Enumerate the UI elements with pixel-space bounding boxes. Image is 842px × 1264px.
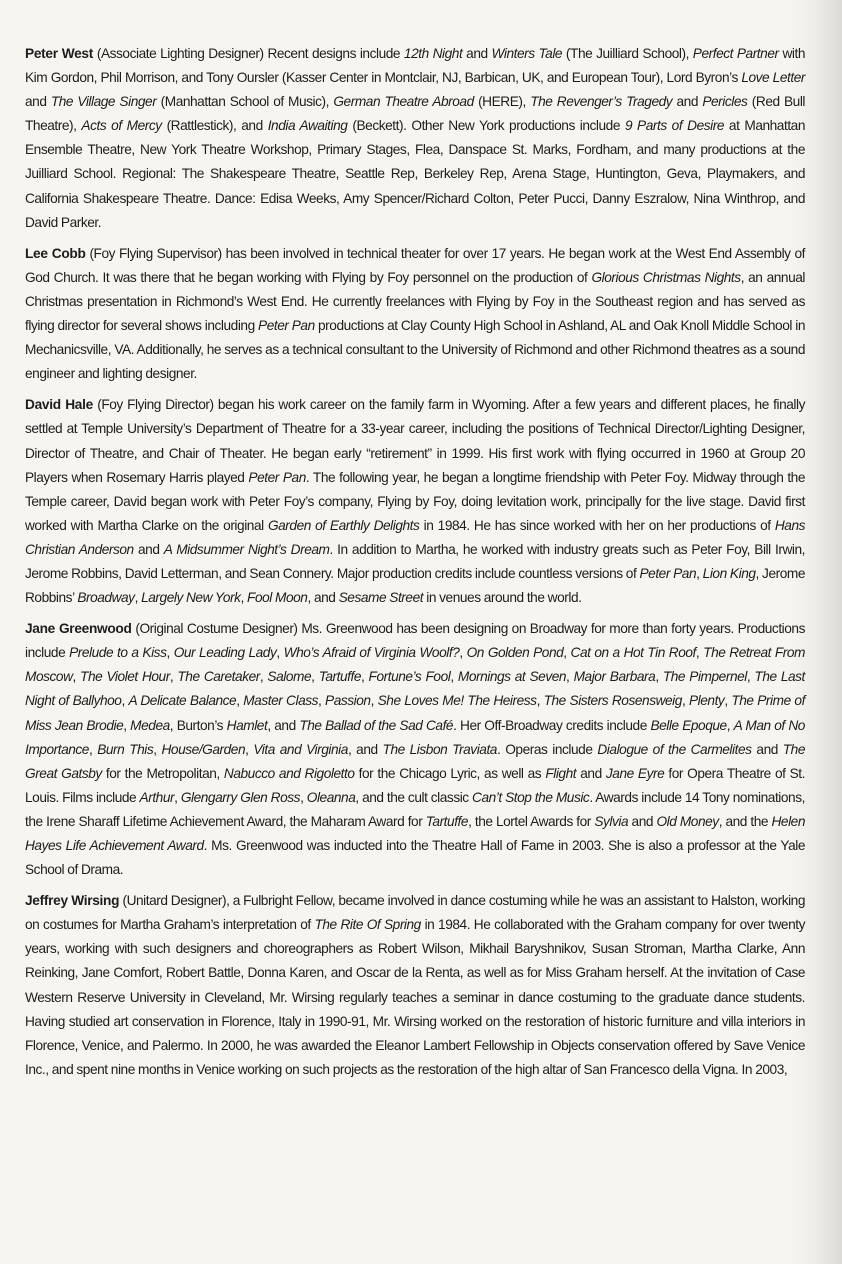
- work-title: A Man of No Importance: [25, 717, 805, 757]
- bio-text: ,: [300, 789, 307, 805]
- bio-text: ,: [245, 741, 254, 757]
- bio-text: ,: [123, 717, 131, 733]
- bio-text: , Burton’s: [169, 717, 227, 733]
- work-title: Medea: [130, 717, 170, 733]
- work-title: Dialogue of the Carmelites: [597, 741, 752, 757]
- work-title: Old Money: [656, 813, 719, 829]
- work-title: Vita and Virginia: [253, 741, 348, 757]
- work-title: Helen Hayes Life Achievement Award: [25, 813, 805, 853]
- bio-text: , and the: [718, 813, 772, 829]
- work-title: Major Barbara: [573, 669, 656, 685]
- work-title: Lion King: [702, 565, 756, 581]
- work-title: A Delicate Balance: [128, 693, 237, 709]
- bio-text: and: [628, 813, 657, 829]
- bio-text: ,: [121, 693, 129, 709]
- bio-name: David Hale: [25, 397, 93, 413]
- work-title: House/Garden: [161, 741, 246, 757]
- bio-paragraph: [25, 617, 805, 882]
- work-title: Our Leading Lady: [173, 645, 277, 661]
- bio-paragraph: [25, 393, 805, 610]
- bio-text: ,: [134, 590, 142, 606]
- work-title: Glorious Christmas Nights: [591, 269, 741, 285]
- bio-text: (Beckett). Other New York productions include: [347, 118, 625, 134]
- work-title: 9 Parts of Desire: [624, 118, 724, 134]
- bio-text: in 1984. He collaborated with the Graham company for over twenty years, working with such designers and choreographers as Robert Wilson, Mikhail Baryshnikov, Susan Stroman, Martha Clarke, Ann Reinking, Jane Comfort, Robert Battle, Donna Karen, and Oscar de la Renta, as well as for Miss Graham herself. At the invitation of Case Western Reserve University in Cleveland, Mr. Wirsing regularly teaches a seminar in dance costuming to the graduate dance students. Having studied art conservation in Florence, Italy in 1990-91, Mr. Wirsing worked on the restoration of historic furniture and villa interiors in Florence, Venice, and Palermo. In 2000, he was awarded the Eleanor Lambert Fellowship in Objects conservation offered by Save Venice Inc., and spent nine months in Venice working on such projects as the restoration of the high altar of San Francesco della Vigna. In 2003,: [25, 917, 806, 1077]
- work-title: The Lisbon Traviata: [382, 741, 497, 757]
- bio-text: productions at Clay County High School in Ashland, AL and Oak Knoll Middle School in Mechanicsville, VA. Additionally, he serves as a technical consultant to the University of Richmond and other Richmond theatres as a sound engineer and lighting designer.: [25, 318, 805, 382]
- bio-paragraph: [25, 242, 805, 387]
- bios-column: [25, 42, 805, 1089]
- bio-text: ,: [153, 741, 162, 757]
- bio-text: at Manhattan Ensemble Theatre, New York Theatre Workshop, Primary Stages, Flea, Danspace St. Marks, Fordham, and many productions at the Juilliard School. Regional: The Shakespeare Theatre, Seattle Rep, Berkeley Rep, Arena Stage, Huntington, Geva, Playmakers, and California Shakespeare Theatre. Dance: Edisa Weeks, Amy Spencer/Richard Colton, Peter Pucci, Danny Eszralow, Nina Winthrop, and David Parker.: [25, 118, 806, 230]
- bio-text: . Her Off-Broadway credits include: [453, 717, 651, 733]
- work-title: Salome: [267, 669, 312, 685]
- bio-text: ,: [361, 669, 369, 685]
- bio-text: ,: [174, 789, 181, 805]
- bio-text: ,: [724, 693, 732, 709]
- work-title: Fool Moon: [247, 590, 308, 606]
- work-title: Who’s Afraid of Virginia Woolf?: [283, 645, 460, 661]
- work-title: Peter Pan: [258, 318, 315, 334]
- bio-name: Jane Greenwood: [25, 621, 132, 637]
- bio-text: (Manhattan School of Music),: [156, 94, 334, 110]
- bio-text: ,: [276, 645, 284, 661]
- work-title: The Sisters Rosensweig: [543, 693, 682, 709]
- work-title: Sesame Street: [338, 590, 424, 606]
- bio-text: (Red Bull Theatre),: [25, 94, 806, 134]
- bio-paragraph: [25, 889, 805, 1082]
- bio-text: (Original Costume Designer) Ms. Greenwood has been designing on Broadway for more than forty years. Productions include: [25, 621, 805, 661]
- bio-text: (The Juilliard School),: [562, 46, 693, 61]
- work-title: She Loves Me!: [377, 693, 464, 709]
- work-title: The Rite Of Spring: [314, 917, 421, 933]
- work-title: The Pimpernel: [662, 669, 747, 685]
- work-title: Largely New York: [141, 590, 241, 606]
- bio-text: (Foy Flying Supervisor) has been involved in technical theater for over 17 years. He began work at the West End Assembly of God Church. It was there that he began working with Flying by Foy personnel on the production of: [25, 245, 805, 285]
- work-title: Can’t Stop the Music: [472, 789, 590, 805]
- work-title: Hans Christian Anderson: [25, 517, 805, 557]
- work-title: 12th Night: [403, 46, 463, 61]
- work-title: Hamlet: [226, 717, 268, 733]
- work-title: The Village Singer: [50, 94, 157, 110]
- work-title: The Retreat From Moscow: [25, 645, 805, 685]
- bio-text: , and: [307, 590, 339, 606]
- work-title: The Heiress: [467, 693, 537, 709]
- work-title: Acts of Mercy: [81, 118, 162, 134]
- work-title: Burn This: [97, 741, 154, 757]
- bio-name: Jeffrey Wirsing: [25, 893, 120, 909]
- bio-text: ,: [695, 645, 704, 661]
- work-title: The Caretaker: [177, 669, 260, 685]
- work-title: Master Class: [243, 693, 319, 709]
- work-title: The Great Gatsby: [25, 741, 806, 781]
- bio-text: in 1984. He has since worked with her on her productions of: [419, 517, 775, 533]
- bio-text: . Awards include 14 Tony nominations, the Irene Sharaff Lifetime Achievement Award, the Maharam Award for: [25, 789, 805, 829]
- bio-text: ,: [88, 741, 98, 757]
- work-title: Pericles: [702, 94, 748, 110]
- bio-text: ,: [536, 693, 544, 709]
- bio-text: , and: [347, 741, 383, 757]
- work-title: Tartuffe: [318, 669, 361, 685]
- bio-text: for the Metropolitan,: [101, 765, 224, 781]
- work-title: Sylvia: [594, 813, 629, 829]
- work-title: Belle Epoque: [650, 717, 727, 733]
- bio-name: Peter West: [25, 46, 93, 61]
- bio-paragraph: [25, 42, 805, 235]
- bio-text: and: [133, 541, 164, 557]
- bio-text: (Rattlestick), and: [161, 118, 268, 134]
- bio-text: ,: [563, 645, 571, 661]
- bio-text: , and the cult classic: [355, 789, 473, 805]
- work-title: The Revenger’s Tragedy: [530, 94, 673, 110]
- bio-text: (Unitard Designer), a Fulbright Fellow, became involved in dance costuming while he was an assistant to Halston, working on costumes for Martha Graham’s interpretation of: [25, 893, 806, 933]
- bio-text: (Associate Lighting Designer) Recent designs include: [93, 46, 404, 61]
- bio-text: ,: [696, 565, 703, 581]
- work-title: The Violet Hour: [80, 669, 170, 685]
- bio-text: (HERE),: [473, 94, 531, 110]
- work-title: Garden of Earthly Delights: [267, 517, 420, 533]
- work-title: Peter Pan: [639, 565, 697, 581]
- bio-text: , Jerome Robbins’: [25, 565, 805, 606]
- bio-text: ,: [318, 693, 326, 709]
- work-title: Plenty: [688, 693, 725, 709]
- work-title: Fortune’s Fool: [368, 669, 451, 685]
- bio-text: ,: [726, 717, 734, 733]
- bio-text: (Foy Flying Director) began his work career on the family farm in Wyoming. After a few years and different places, he finally settled at Temple University’s Department of Theatre for a 33-year career, including the positions of Technical Director/Lighting Designer, Director of Theatre, and Chair of Theater. He began early “retirement” in 1999. His first work with flying occurred in 1960 at Group 20 Players when Rosemary Harris played: [25, 397, 805, 485]
- work-title: Nabucco and Rigoletto: [223, 765, 355, 781]
- bio-text: . In addition to Martha, he worked with industry greats such as Peter Foy, Bill Irwin, Jerome Robbins, David Letterman, and Sean Connery. Major production credits include countless versions of: [25, 541, 805, 581]
- bio-text: , and: [267, 717, 300, 733]
- bio-text: ,: [259, 669, 268, 685]
- bio-text: for the Chicago Lyric, as well as: [354, 765, 546, 781]
- bio-text: . The following year, he began a longtime friendship with Peter Foy. Midway through the Temple career, David began work with Peter Foy’s company, Flying by Foy, doing levitation work, principally for the live stage. David first worked with Martha Clarke on the original: [25, 469, 805, 533]
- bio-text: and: [462, 46, 492, 61]
- work-title: Tartuffe: [425, 813, 469, 829]
- bio-text: ,: [236, 693, 244, 709]
- bio-text: ,: [169, 669, 178, 685]
- work-title: The Ballad of the Sad Café: [299, 717, 454, 733]
- bio-text: in venues around the world.: [423, 590, 582, 606]
- work-title: Winters Tale: [491, 46, 563, 61]
- work-title: Broadway: [77, 590, 135, 606]
- bio-text: . Ms. Greenwood was inducted into the Theatre Hall of Fame in 2003. She is also a professor at the Yale School of Drama.: [25, 838, 805, 878]
- bio-text: ,: [166, 645, 174, 661]
- work-title: Love Letter: [741, 70, 805, 86]
- work-title: Cat on a Hot Tin Roof: [570, 645, 696, 661]
- bio-name: Lee Cobb: [25, 245, 86, 261]
- work-title: India Awaiting: [267, 118, 348, 134]
- bio-text: ,: [681, 693, 689, 709]
- work-title: The Last Night of Ballyhoo: [25, 669, 805, 709]
- bio-text: ,: [566, 669, 574, 685]
- bio-text: ,: [746, 669, 755, 685]
- work-title: Flight: [545, 765, 577, 781]
- work-title: Mornings at Seven: [457, 669, 567, 685]
- bio-text: and: [25, 94, 51, 110]
- work-title: Passion: [325, 693, 371, 709]
- bio-text: ,: [450, 669, 458, 685]
- work-title: Arthur: [139, 789, 175, 805]
- bio-text: ,: [459, 645, 467, 661]
- bio-text: and: [751, 741, 783, 757]
- work-title: Jane Eyre: [605, 765, 665, 781]
- work-title: Perfect Partner: [692, 46, 779, 61]
- bio-text: ,: [72, 669, 81, 685]
- bio-text: ,: [240, 590, 248, 606]
- work-title: A Midsummer Night’s Dream: [163, 541, 330, 557]
- bio-text: and: [672, 94, 703, 110]
- work-title: Peter Pan: [248, 469, 306, 485]
- work-title: Oleanna: [306, 789, 356, 805]
- bio-text: . Operas include: [496, 741, 598, 757]
- bio-text: and: [576, 765, 606, 781]
- work-title: The Prime of Miss Jean Brodie: [25, 693, 805, 733]
- bio-text: for Opera Theatre of St. Louis. Films include: [25, 765, 806, 805]
- bio-text: with Kim Gordon, Phil Morrison, and Tony Oursler (Kasser Center in Montclair, NJ, Barbican, UK, and European Tour), Lord Byron’s: [25, 46, 806, 86]
- work-title: Prelude to a Kiss: [69, 645, 167, 661]
- bio-text: ,: [370, 693, 378, 709]
- bio-text: , the Lortel Awards for: [468, 813, 595, 829]
- work-title: Glengarry Glen Ross: [180, 789, 301, 805]
- bio-text: ,: [655, 669, 663, 685]
- bio-text: , an annual Christmas presentation in Richmond’s West End. He currently freelances with Flying by Foy in the Southeast region and has served as flying director for several shows including: [25, 269, 805, 334]
- work-title: German Theatre Abroad: [333, 94, 474, 110]
- work-title: On Golden Pond: [466, 645, 564, 661]
- bio-text: ,: [311, 669, 319, 685]
